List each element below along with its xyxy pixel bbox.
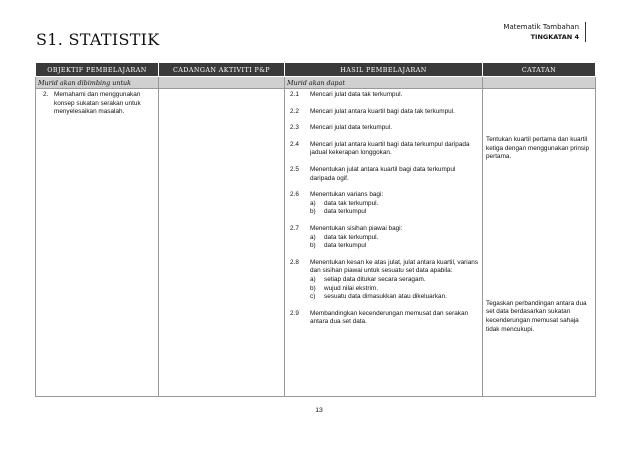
hasil-subitem-letter: a)	[310, 199, 316, 207]
col-header-hasil: HASIL PEMBELAJARAN	[285, 63, 483, 77]
hasil-item	[288, 259, 479, 302]
hasil-text-block	[310, 225, 479, 251]
hasil-subitem	[310, 276, 479, 285]
hasil-number: 2.4	[290, 140, 299, 148]
header-right	[503, 22, 586, 42]
hasil-text-block	[310, 141, 479, 158]
hasil-text: Menentukan kesan ke atas julat, julat antara kuartil, varians dan sisihan piawai untuk sesuatu set data apabila:	[310, 258, 479, 275]
page-number: 13	[315, 407, 323, 414]
hasil-text-block	[310, 124, 479, 133]
hasil-subitem	[310, 208, 479, 217]
hasil-text: Menentukan varians bagi:	[310, 191, 384, 199]
hasil-number: 2.6	[290, 191, 299, 199]
hasil-text-block	[310, 91, 479, 100]
hasil-item	[288, 191, 479, 217]
hasil-subitem	[310, 242, 479, 251]
col-header-catatan: CATATAN	[483, 63, 596, 77]
hasil-text: Membandingkan kecenderungan memusat dan serakan antara dua set data.	[310, 309, 469, 326]
hasil-subitem-letter: a)	[310, 233, 316, 241]
hasil-subitem	[310, 285, 479, 294]
hasil-item	[288, 124, 479, 133]
hasil-subitem-letter: b)	[310, 242, 316, 250]
catatan-cell	[483, 89, 596, 397]
hasil-item	[288, 91, 479, 100]
hasil-number: 2.7	[290, 224, 299, 232]
subheader-row	[36, 77, 596, 89]
hasil-subitem-letter: b)	[310, 208, 316, 216]
hasil-subitem-letter: a)	[310, 275, 316, 283]
hasil-list	[288, 91, 479, 327]
hasil-subitem	[310, 200, 479, 209]
objektif-item	[39, 91, 155, 117]
hasil-item	[288, 141, 479, 158]
hasil-subitem-text: data tak terkumpul.	[324, 199, 379, 207]
hasil-number: 2.3	[290, 124, 299, 132]
hasil-text: Mencari julat antara kuartil bagi data terkumpul daripada jadual kekerapan longgokan.	[310, 140, 470, 157]
hasil-subitem-text: wujud nilai ekstrim.	[324, 284, 378, 292]
hasil-number: 2.8	[290, 258, 299, 266]
hasil-text-block	[310, 310, 479, 327]
hasil-subitem-text: data terkumpul	[324, 242, 367, 250]
subheader-hasil: Murid akan dapat	[285, 77, 483, 89]
content-row	[36, 89, 596, 397]
aktiviti-cell	[159, 89, 285, 397]
page-title: S1. STATISTIK	[36, 30, 160, 49]
objektif-text: Memahami dan menggunakan konsep sukatan serakan untuk menyelesaikan masalah.	[54, 91, 141, 116]
hasil-subitem-text: sesuatu data dimasukkan atau dikeluarkan.	[324, 293, 447, 301]
hasil-number: 2.2	[290, 107, 299, 115]
hasil-number: 2.1	[290, 91, 299, 98]
hasil-subitem	[310, 234, 479, 243]
col-header-aktiviti: CADANGAN AKTIVITI P&P	[159, 63, 285, 77]
hasil-text: Menentukan sisihan piawai bagi:	[310, 224, 403, 232]
hasil-subitem	[310, 293, 479, 302]
hasil-text: Mencari julat data tak terkumpul.	[310, 91, 403, 98]
hasil-item	[288, 166, 479, 183]
header-row	[36, 63, 596, 77]
hasil-number: 2.5	[290, 165, 299, 173]
syllabus-table	[35, 62, 596, 397]
hasil-text-block	[310, 259, 479, 302]
catatan-note: Tegaskan perbandingan antara dua set data berdasarkan sukatan kecenderungan memusat sahaja tidak mencukupi.	[486, 299, 587, 333]
hasil-cell	[285, 89, 483, 397]
hasil-subitem-letter: b)	[310, 284, 316, 292]
objektif-number: 2.	[43, 91, 49, 98]
hasil-text-block	[310, 166, 479, 183]
hasil-subitem-text: data terkumpul	[324, 208, 367, 216]
subheader-left: Murid akan dibimbing untuk	[36, 77, 159, 89]
col-header-objektif: OBJEKTIF PEMBELAJARAN	[36, 63, 159, 77]
hasil-subitem-text: data tak terkumpul.	[324, 233, 379, 241]
hasil-subitem-text: setiap data ditukar secara seragam.	[324, 275, 426, 283]
hasil-item	[288, 225, 479, 251]
hasil-number: 2.9	[290, 309, 299, 317]
hasil-item	[288, 310, 479, 327]
subheader-catatan	[483, 77, 596, 89]
subject-label: Matematik Tambahan	[503, 23, 579, 31]
hasil-text-block	[310, 108, 479, 117]
level-label: TINGKATAN 4	[530, 33, 579, 41]
subheader-aktiviti	[159, 77, 285, 89]
hasil-item	[288, 108, 479, 117]
catatan-note: Tentukan kuartil pertama dan kuartil ketiga dengan menggunakan prinsip pertama.	[486, 136, 590, 161]
hasil-subitem-letter: c)	[310, 293, 316, 301]
objektif-cell	[36, 89, 159, 397]
hasil-text: Menentukan julat antara kuartil bagi data terkumpul daripada ogif.	[310, 165, 456, 182]
hasil-text-block	[310, 191, 479, 217]
hasil-text: Mencari julat antara kuartil bagi data tak terkumpul.	[310, 107, 455, 115]
hasil-text: Mencari julat data terkumpul.	[310, 124, 393, 132]
